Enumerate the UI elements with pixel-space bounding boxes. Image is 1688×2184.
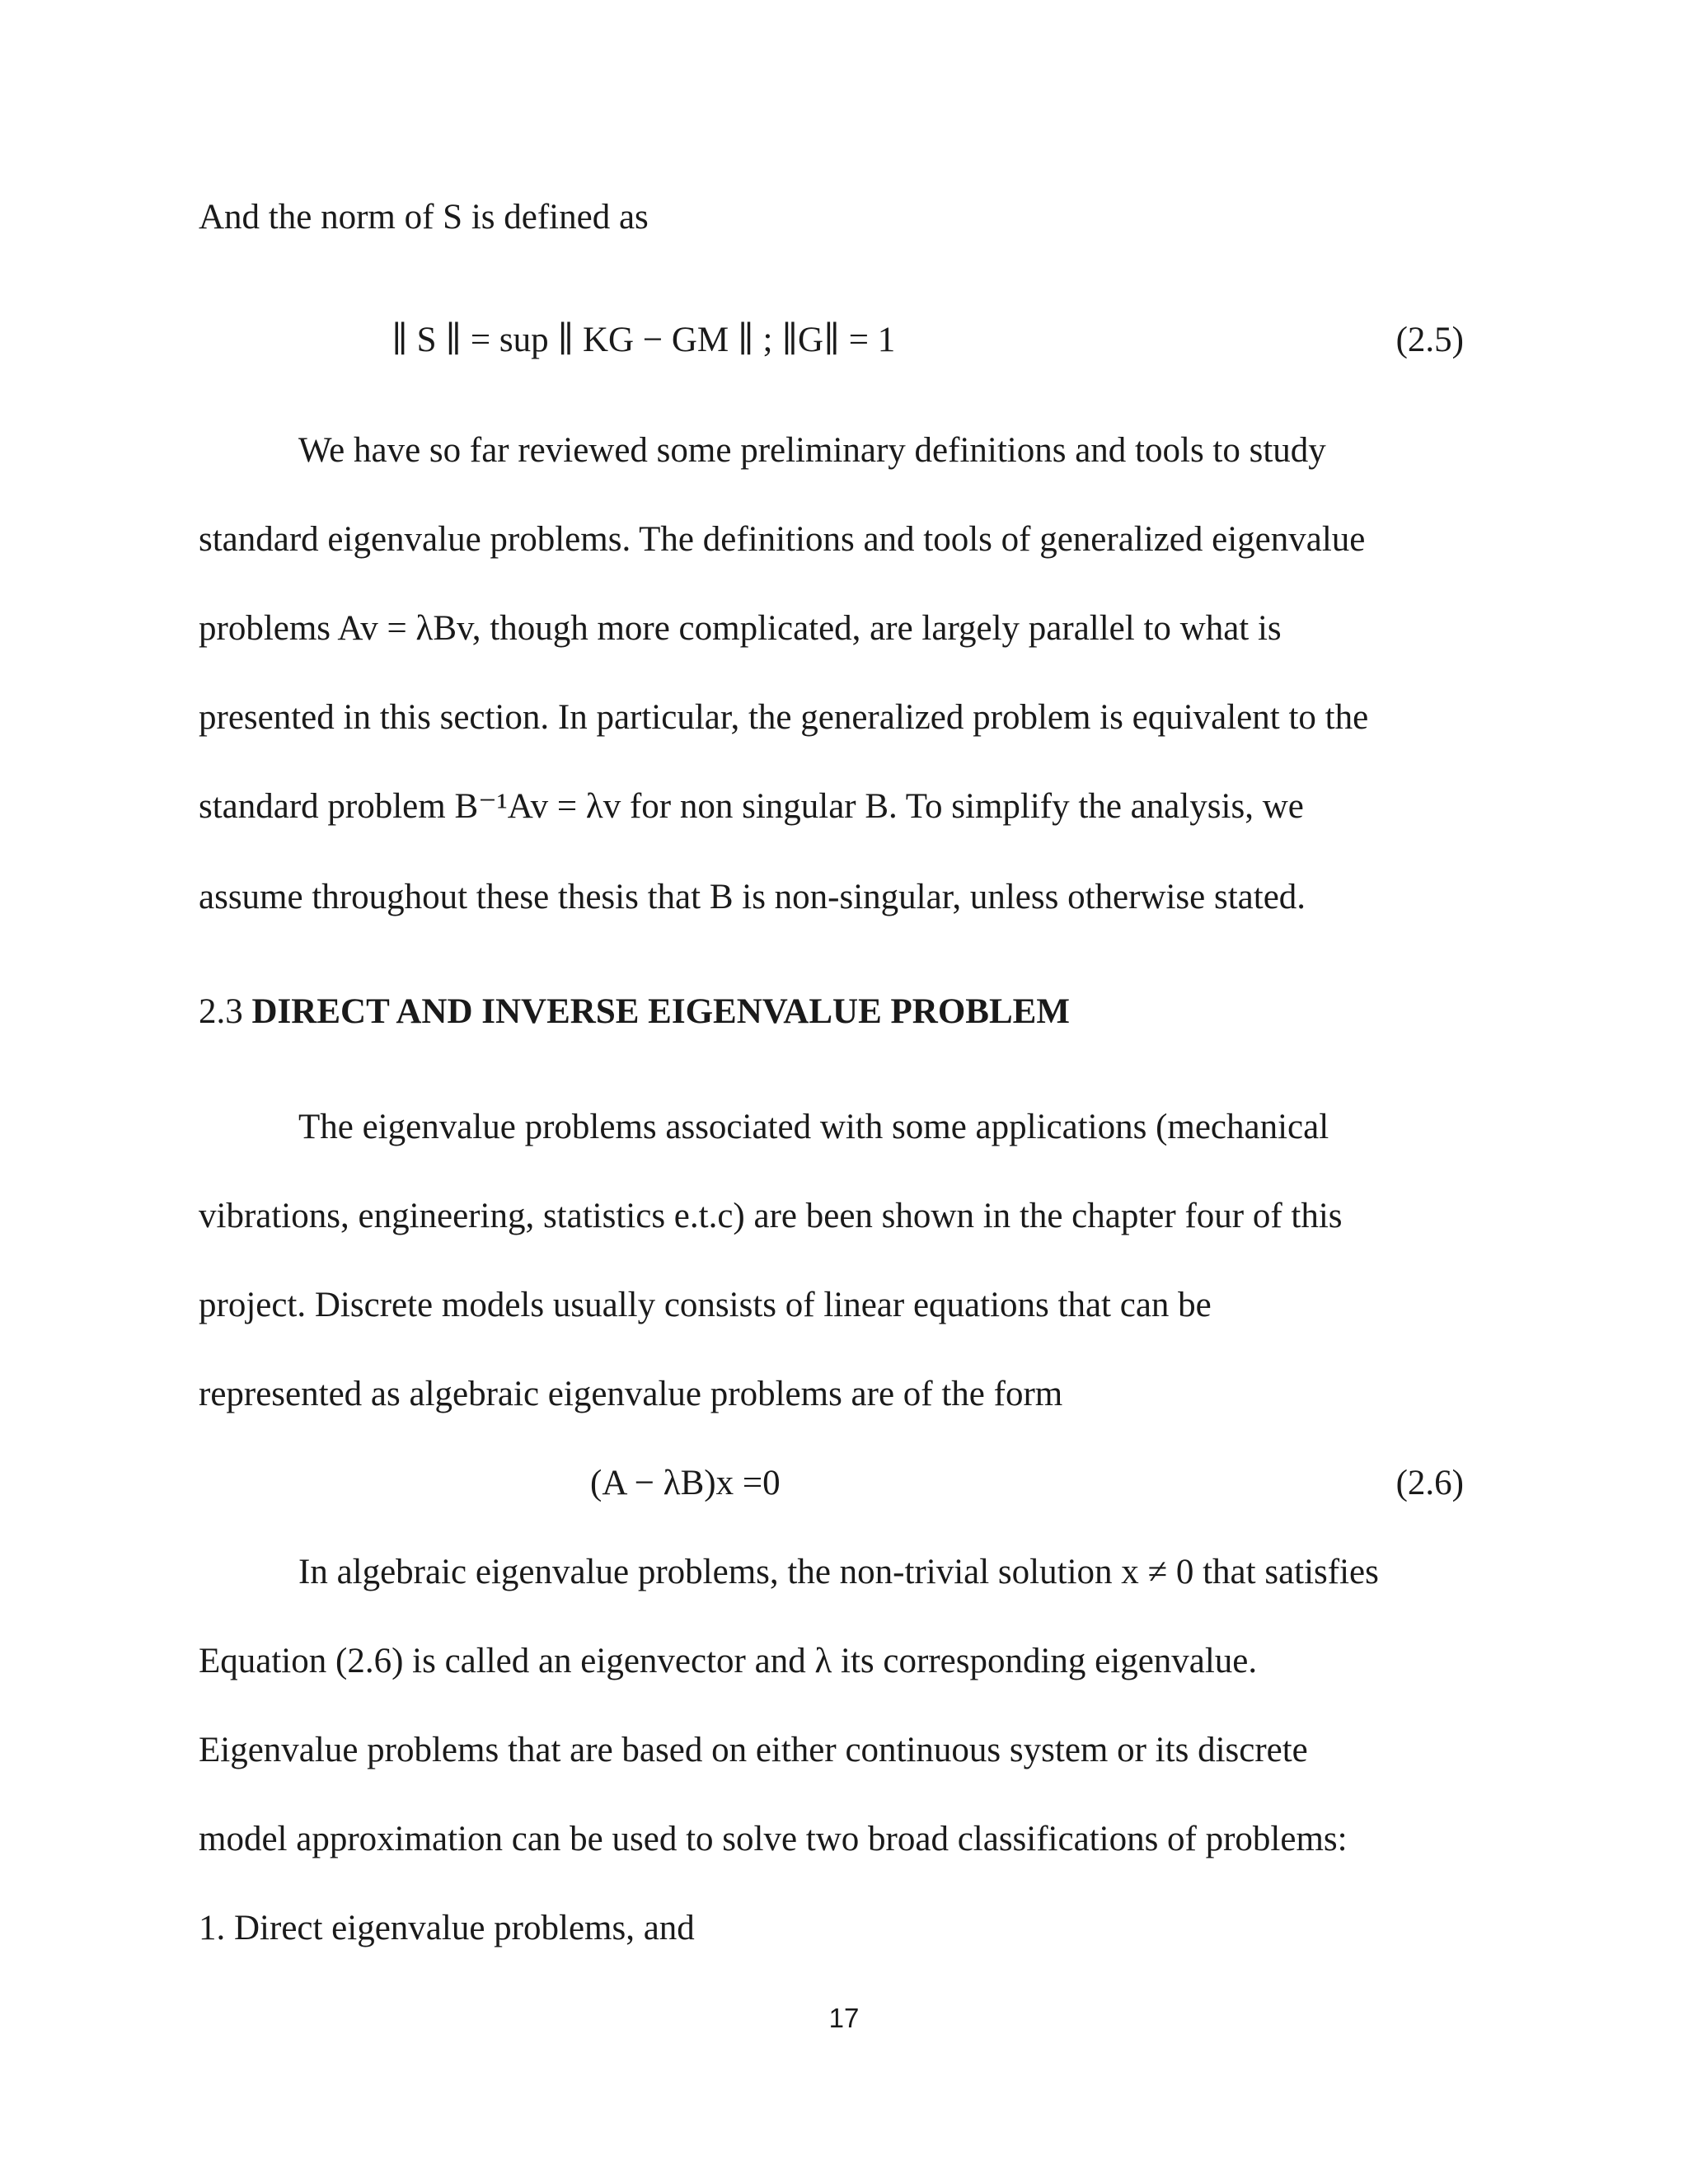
text-line: represented as algebraic eigenvalue problems are of the form [199,1375,1063,1413]
text-line: 1. Direct eigenvalue problems, and [199,1909,695,1947]
equation-2-6: (A − λB)x =0 [590,1464,781,1502]
page-number: 17 [828,2003,860,2033]
section-heading [199,989,1070,1035]
text-line: Equation (2.6) is called an eigenvector and λ its corresponding eigenvalue. [199,1642,1258,1680]
text-line: model approximation can be used to solve two broad classifications of problems: [199,1820,1348,1858]
heading-number: 2.3 [199,992,252,1031]
text-line: vibrations, engineering, statistics e.t.c) are been shown in the chapter four of this [199,1197,1343,1235]
text-line: Eigenvalue problems that are based on either continuous system or its discrete [199,1731,1308,1769]
equation-number: (2.5) [1395,321,1464,359]
text-line: presented in this section. In particular, the generalized problem is equivalent to the [199,698,1369,737]
text-line: standard problem B⁻¹Av = λv for non singular B. To simplify the analysis, we [199,787,1304,826]
text-line: We have so far reviewed some preliminary definitions and tools to study [298,431,1326,470]
text-line: And the norm of S is defined as [199,198,649,237]
text-line: project. Discrete models usually consists of linear equations that can be [199,1286,1212,1324]
heading-title: DIRECT AND INVERSE EIGENVALUE PROBLEM [251,992,1070,1031]
text-line: standard eigenvalue problems. The definitions and tools of generalized eigenvalue [199,520,1366,559]
text-line: The eigenvalue problems associated with some applications (mechanical [298,1108,1329,1146]
equation-number: (2.6) [1395,1464,1464,1502]
text-line: In algebraic eigenvalue problems, the non-trivial solution x ≠ 0 that satisfies [298,1553,1379,1591]
text-line: assume throughout these thesis that B is non-singular, unless otherwise stated. [199,878,1306,916]
text-line: problems Av = λBv, though more complicated, are largely parallel to what is [199,609,1282,648]
equation-2-5: ∥ S ∥ = sup ∥ KG − GM ∥ ; ∥G∥ = 1 [392,321,896,359]
